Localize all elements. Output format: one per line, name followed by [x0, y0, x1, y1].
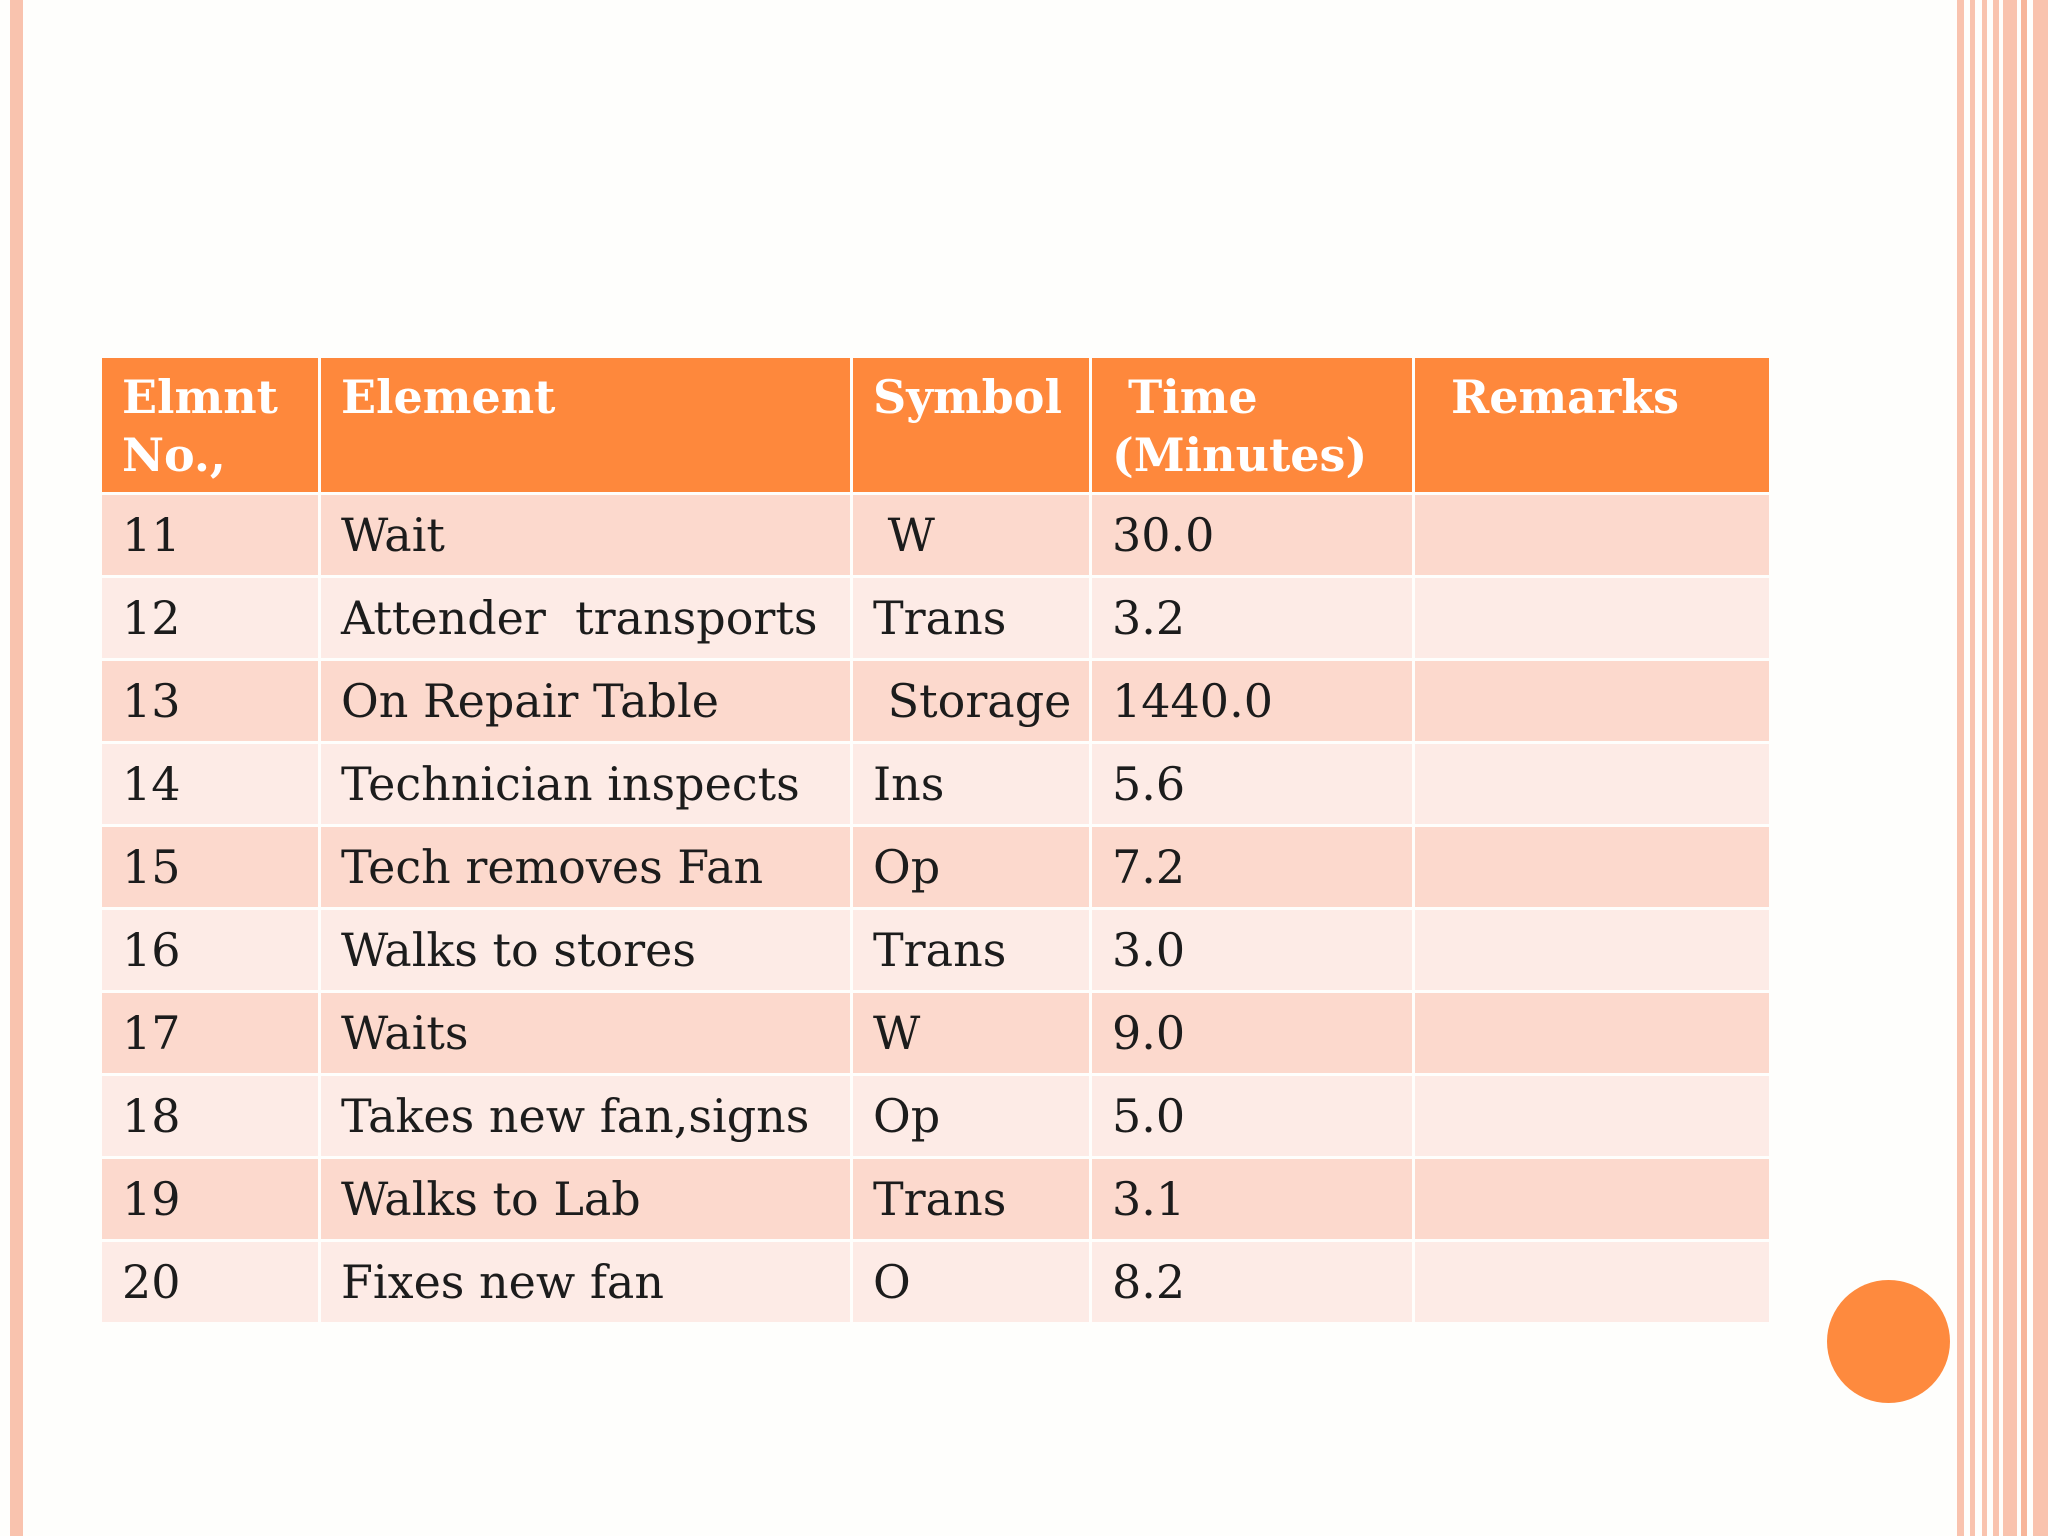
right-border-stripe — [2021, 0, 2027, 1536]
header-remarks: Remarks — [1415, 358, 1769, 492]
right-border-stripe — [1982, 0, 1987, 1536]
cell-symbol: Trans — [853, 910, 1089, 990]
decorative-orange-circle — [1827, 1280, 1950, 1403]
cell-symbol: Ins — [853, 744, 1089, 824]
cell-remarks — [1415, 1242, 1769, 1322]
cell-time: 1440.0 — [1092, 661, 1412, 741]
cell-element: On Repair Table — [321, 661, 850, 741]
cell-element: Technician inspects — [321, 744, 850, 824]
cell-element-number: 15 — [102, 827, 318, 907]
cell-element-number: 13 — [102, 661, 318, 741]
cell-remarks — [1415, 578, 1769, 658]
cell-remarks — [1415, 910, 1769, 990]
cell-element: Waits — [321, 993, 850, 1073]
header-time: Time (Minutes) — [1092, 358, 1412, 492]
cell-time: 9.0 — [1092, 993, 1412, 1073]
right-border-stripe — [1970, 0, 1975, 1536]
right-border-stripe — [2033, 0, 2048, 1536]
cell-remarks — [1415, 1159, 1769, 1239]
cell-element-number: 12 — [102, 578, 318, 658]
left-border-stripe — [10, 0, 23, 1536]
cell-element: Walks to stores — [321, 910, 850, 990]
cell-element: Walks to Lab — [321, 1159, 850, 1239]
table-row — [102, 993, 1769, 1073]
cell-symbol: Trans — [853, 1159, 1089, 1239]
table-row — [102, 661, 1769, 741]
cell-time: 3.2 — [1092, 578, 1412, 658]
cell-symbol: Op — [853, 1076, 1089, 1156]
cell-symbol: W — [853, 993, 1089, 1073]
cell-time: 3.0 — [1092, 910, 1412, 990]
cell-element-number: 14 — [102, 744, 318, 824]
cell-symbol: W — [853, 495, 1089, 575]
cell-element-number: 11 — [102, 495, 318, 575]
table-row — [102, 1242, 1769, 1322]
cell-time: 3.1 — [1092, 1159, 1412, 1239]
cell-element-number: 16 — [102, 910, 318, 990]
cell-element-number: 20 — [102, 1242, 318, 1322]
cell-element: Fixes new fan — [321, 1242, 850, 1322]
cell-remarks — [1415, 1076, 1769, 1156]
table-header-row — [102, 358, 1769, 492]
cell-remarks — [1415, 993, 1769, 1073]
cell-time: 30.0 — [1092, 495, 1412, 575]
cell-symbol: Op — [853, 827, 1089, 907]
header-element: Element — [321, 358, 850, 492]
cell-remarks — [1415, 744, 1769, 824]
cell-time: 7.2 — [1092, 827, 1412, 907]
cell-remarks — [1415, 827, 1769, 907]
right-border-stripe — [1993, 0, 1999, 1536]
cell-symbol: Storage — [853, 661, 1089, 741]
table-row — [102, 1076, 1769, 1156]
table-row — [102, 910, 1769, 990]
cell-element-number: 19 — [102, 1159, 318, 1239]
cell-remarks — [1415, 661, 1769, 741]
right-border-stripe — [2003, 0, 2017, 1536]
cell-element: Tech removes Fan — [321, 827, 850, 907]
cell-remarks — [1415, 495, 1769, 575]
process-chart-table — [99, 355, 1772, 1325]
cell-element-number: 17 — [102, 993, 318, 1073]
cell-symbol: Trans — [853, 578, 1089, 658]
right-border-stripe — [1957, 0, 1964, 1536]
header-element-number: Elmnt No., — [102, 358, 318, 492]
header-symbol: Symbol — [853, 358, 1089, 492]
cell-symbol: O — [853, 1242, 1089, 1322]
table-row — [102, 578, 1769, 658]
cell-element-number: 18 — [102, 1076, 318, 1156]
table-row — [102, 495, 1769, 575]
cell-time: 8.2 — [1092, 1242, 1412, 1322]
table-row — [102, 1159, 1769, 1239]
cell-element: Wait — [321, 495, 850, 575]
cell-time: 5.0 — [1092, 1076, 1412, 1156]
cell-element: Takes new fan,signs — [321, 1076, 850, 1156]
table-row — [102, 827, 1769, 907]
cell-time: 5.6 — [1092, 744, 1412, 824]
table-row — [102, 744, 1769, 824]
cell-element: Attender transports — [321, 578, 850, 658]
